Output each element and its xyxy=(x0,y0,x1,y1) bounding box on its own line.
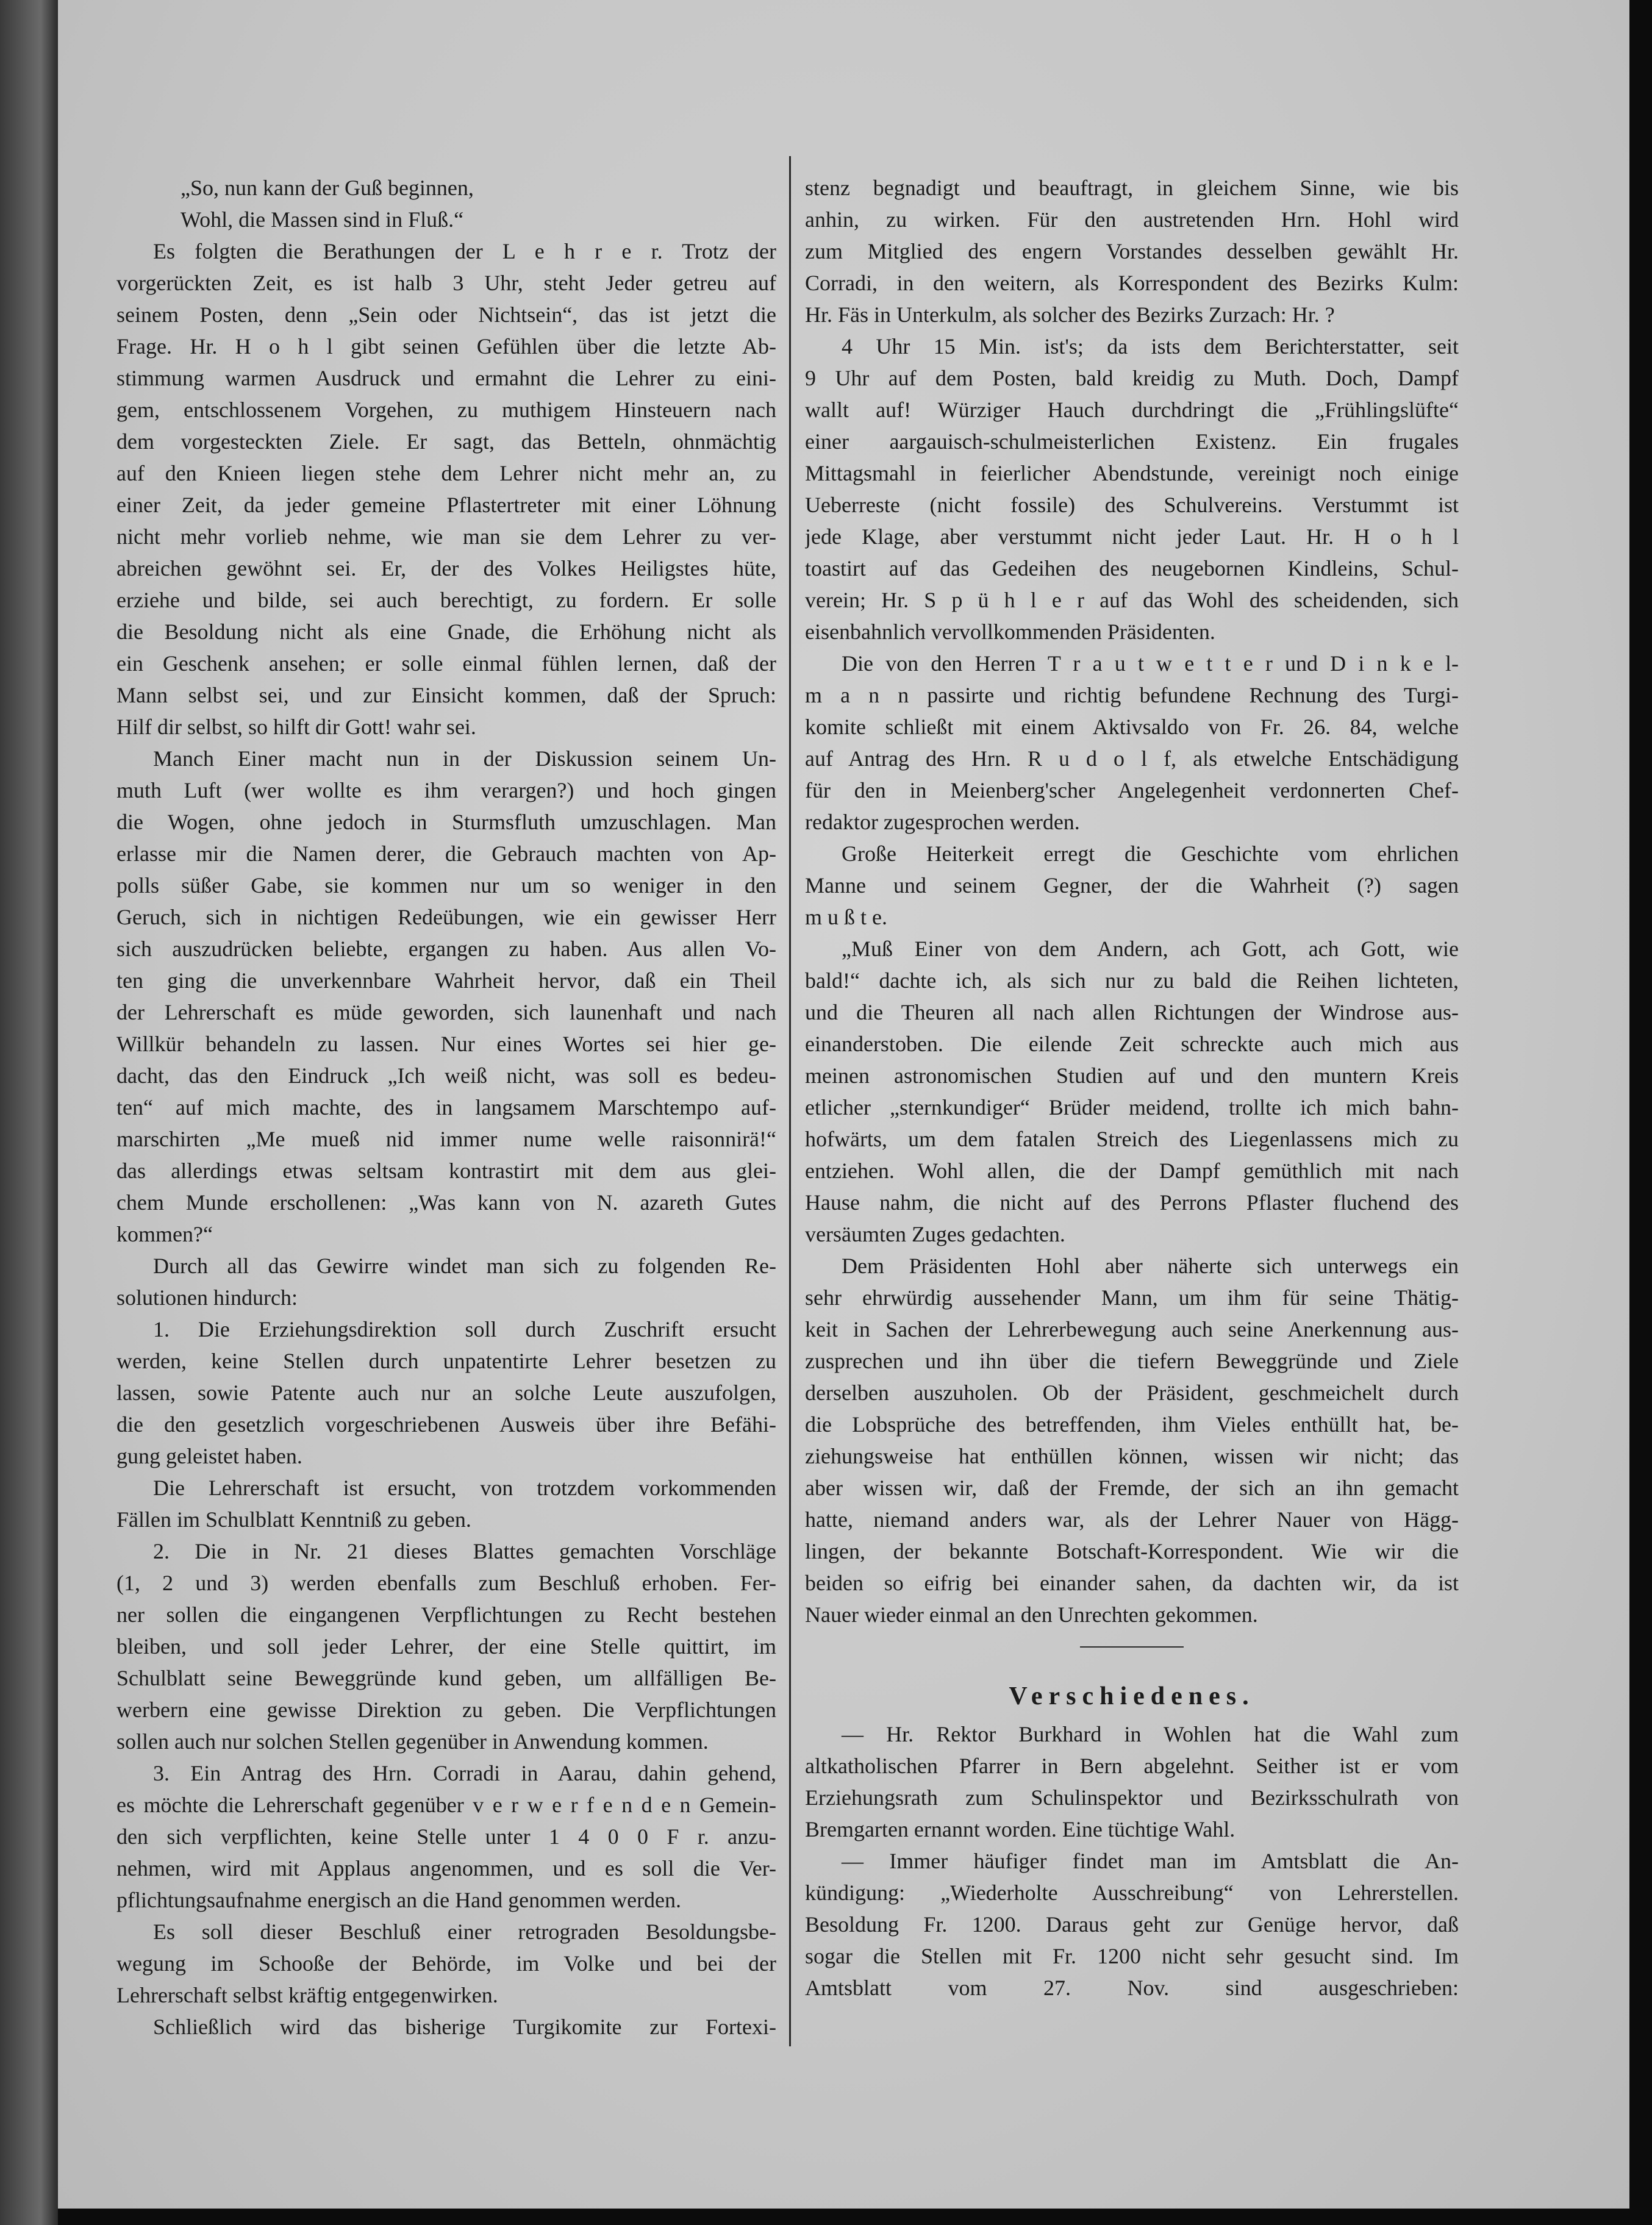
text-line: jede Klage, aber verstummt nicht jeder Laut. Hr. H o h l xyxy=(805,524,1459,549)
text-line: und die Theuren all nach allen Richtungen der Windrose aus- xyxy=(805,1000,1459,1024)
text-line: hofwärts, um dem fatalen Streich des Liegenlassens mich zu xyxy=(805,1127,1459,1151)
text-line: Die Lehrerschaft ist ersucht, von trotzdem vorkommenden xyxy=(153,1476,776,1500)
text-line: Corradi, in den weitern, als Korrespondent des Bezirks Kulm: xyxy=(805,271,1459,295)
paragraph xyxy=(116,1916,776,2011)
text-line: anhin, zu wirken. Für den austretenden Hrn. Hohl wird xyxy=(805,207,1459,232)
text-line: seinem Posten, denn „Sein oder Nichtsein“, das ist jetzt die xyxy=(116,302,776,327)
text-line: sich auszudrücken beliebte, ergangen zu haben. Aus allen Vo- xyxy=(116,937,776,961)
column-divider xyxy=(789,156,791,2046)
left-column xyxy=(116,172,776,2043)
text-line: die Wogen, ohne jedoch in Sturmsfluth umzuschlagen. Man xyxy=(116,810,776,834)
text-line: etlicher „sternkundiger“ Brüder meidend, trollte ich mich bahn- xyxy=(805,1095,1459,1120)
text-line: solutionen hindurch: xyxy=(116,1285,298,1310)
text-line: pflichtungsaufnahme energisch an die Hand genommen werden. xyxy=(116,1888,682,1912)
text-line: sogar die Stellen mit Fr. 1200 nicht sehr gesucht sind. Im xyxy=(805,1944,1459,1968)
right-column xyxy=(805,172,1459,2004)
text-line: ein Geschenk ansehen; er solle einmal fühlen lernen, daß der xyxy=(116,651,776,676)
text-line: Durch all das Gewirre windet man sich zu folgenden Re- xyxy=(153,1254,776,1278)
text-line: — Hr. Rektor Burkhard in Wohlen hat die Wahl zum xyxy=(842,1722,1459,1746)
text-line: einanderstoben. Die eilende Zeit schreckte auch mich aus xyxy=(805,1032,1459,1056)
text-line: meinen astronomischen Studien auf und den muntern Kreis xyxy=(805,1063,1459,1088)
text-line: Dem Präsidenten Hohl aber näherte sich unterwegs ein xyxy=(842,1254,1459,1278)
text-line: kündigung: „Wiederholte Ausschreibung“ von Lehrerstellen. xyxy=(805,1880,1459,1905)
text-line: Schließlich wird das bisherige Turgikomite zur Fortexi- xyxy=(153,2015,776,2039)
text-line: muth Luft (wer wollte es ihm verargen?) und hoch gingen xyxy=(116,778,776,802)
text-line: Fällen im Schulblatt Kenntniß zu geben. xyxy=(116,1507,471,1532)
text-line: dem vorgesteckten Ziele. Er sagt, das Betteln, ohnmächtig xyxy=(116,429,776,454)
paragraph xyxy=(116,172,776,235)
text-line: versäumten Zuges gedachten. xyxy=(805,1222,1065,1246)
text-line: Besoldung Fr. 1200. Daraus geht zur Genüge hervor, daß xyxy=(805,1912,1459,1937)
text-line: bald!“ dachte ich, als sich nur zu bald die Reihen lichteten, xyxy=(805,968,1459,993)
text-line: gem, entschlossenem Vorgehen, zu muthigem Hinsteuern nach xyxy=(116,398,776,422)
text-line: die Lobsprüche des betreffenden, ihm Vieles enthüllt hat, be- xyxy=(805,1412,1459,1437)
text-line: polls süßer Gabe, sie kommen nur um so weniger in den xyxy=(116,873,776,898)
paragraph xyxy=(116,1472,776,1535)
paragraph xyxy=(805,330,1459,648)
paragraph xyxy=(116,743,776,1250)
text-line: Mittagsmahl in feierlicher Abendstunde, vereinigt noch einige xyxy=(805,461,1459,485)
text-line: zum Mitglied des engern Vorstandes desselben gewählt Hr. xyxy=(805,239,1459,263)
text-line: beiden so eifrig bei einander sahen, da dachten wir, da ist xyxy=(805,1571,1459,1595)
text-line: Hilf dir selbst, so hilft dir Gott! wahr sei. xyxy=(116,715,476,739)
text-line: — Immer häufiger findet man im Amtsblatt die An- xyxy=(842,1849,1459,1873)
text-line: Frage. Hr. H o h l gibt seinen Gefühlen über die letzte Ab- xyxy=(116,334,776,359)
text-line: Hause nahm, die nicht auf des Perrons Pflaster fluchend des xyxy=(805,1190,1459,1215)
text-line: 3. Ein Antrag des Hrn. Corradi in Aarau, dahin gehend, xyxy=(153,1761,776,1785)
text-line: gung geleistet haben. xyxy=(116,1444,302,1468)
text-line: erziehe und bilde, sei auch berechtigt, zu fordern. Er solle xyxy=(116,588,776,612)
text-line: aber wissen wir, daß der Fremde, der sich an ihn gemacht xyxy=(805,1476,1459,1500)
paragraph xyxy=(805,838,1459,933)
text-line: „So, nun kann der Guß beginnen, xyxy=(181,176,474,200)
text-line: nehmen, wird mit Applaus angenommen, und es soll die Ver- xyxy=(116,1856,776,1880)
text-line: verein; Hr. S p ü h l e r auf das Wohl des scheidenden, sich xyxy=(805,588,1459,612)
text-line: werbern eine gewisse Direktion zu geben. Die Verpflichtungen xyxy=(116,1698,776,1722)
text-line: für den in Meienberg'scher Angelegenheit verdonnerten Chef- xyxy=(805,778,1459,802)
text-line: 1. Die Erziehungsdirektion soll durch Zuschrift ersucht xyxy=(153,1317,776,1341)
paragraph xyxy=(116,1313,776,1472)
text-line: Erziehungsrath zum Schulinspektor und Bezirksschulrath von xyxy=(805,1785,1459,1810)
text-line: altkatholischen Pfarrer in Bern abgelehnt. Seither ist er vom xyxy=(805,1754,1459,1778)
text-line: 4 Uhr 15 Min. ist's; da ists dem Berichterstatter, seit xyxy=(842,334,1459,359)
text-line: hatte, niemand anders war, als der Lehrer Nauer von Hägg- xyxy=(805,1507,1459,1532)
text-line: toastirt auf das Gedeihen des neugebornen Kindleins, Schul- xyxy=(805,556,1459,580)
adjacent-page-edge xyxy=(0,0,58,2225)
text-line: Es soll dieser Beschluß einer retrograden Besoldungsbe- xyxy=(153,1920,776,1944)
text-line: werden, keine Stellen durch unpatentirte Lehrer besetzen zu xyxy=(116,1349,776,1373)
text-line: zusprechen und ihn über die tiefern Beweggründe und Ziele xyxy=(805,1349,1459,1373)
paragraph xyxy=(805,933,1459,1250)
text-line: Manch Einer macht nun in der Diskussion seinem Un- xyxy=(153,746,776,771)
paragraph xyxy=(116,2011,776,2043)
text-line: Bremgarten ernannt worden. Eine tüchtige Wahl. xyxy=(805,1817,1235,1841)
text-line: vorgerückten Zeit, es ist halb 3 Uhr, steht Jeder getreu auf xyxy=(116,271,776,295)
text-line: Ueberreste (nicht fossile) des Schulvereins. Verstummt ist xyxy=(805,493,1459,517)
text-line: Es folgten die Berathungen der L e h r e r. Trotz der xyxy=(153,239,776,263)
text-line: sehr ehrwürdig aussehender Mann, um ihm für seine Thätig- xyxy=(805,1285,1459,1310)
text-line: abreichen gewöhnt sei. Er, der des Volkes Heiligstes hüte, xyxy=(116,556,776,580)
text-line: m a n n passirte und richtig befundene Rechnung des Turgi- xyxy=(805,683,1459,707)
paragraph xyxy=(805,1250,1459,1630)
text-line: Wohl, die Massen sind in Fluß.“ xyxy=(181,207,464,232)
text-line: chem Munde erschollenen: „Was kann von N. azareth Gutes xyxy=(116,1190,776,1215)
text-line: einer aargauisch-schulmeisterlichen Existenz. Ein frugales xyxy=(805,429,1459,454)
text-line: stenz begnadigt und beauftragt, in gleichem Sinne, wie bis xyxy=(805,176,1459,200)
text-line: Große Heiterkeit erregt die Geschichte vom ehrlichen xyxy=(842,841,1459,866)
text-line: nicht mehr vorlieb nehme, wie man sie dem Lehrer zu ver- xyxy=(116,524,776,549)
text-line: eisenbahnlich vervollkommenden Präsidenten. xyxy=(805,620,1215,644)
text-line: es möchte die Lehrerschaft gegenüber v e r w e r f e n d e n Gemein- xyxy=(116,1793,776,1817)
paragraph xyxy=(805,648,1459,838)
text-line: Mann selbst sei, und zur Einsicht kommen, daß der Spruch: xyxy=(116,683,776,707)
text-line: ten ging die unverkennbare Wahrheit hervor, daß ein Theil xyxy=(116,968,776,993)
text-line: erlasse mir die Namen derer, die Gebrauch machten von Ap- xyxy=(116,841,776,866)
text-line: ten“ auf mich machte, des in langsamem Marschtempo auf- xyxy=(116,1095,776,1120)
text-line: auf den Knieen liegen stehe dem Lehrer nicht mehr an, zu xyxy=(116,461,776,485)
text-line: lingen, der bekannte Botschaft-Korrespondent. Wie wir die xyxy=(805,1539,1459,1563)
text-line: das allerdings etwas seltsam kontrastirt mit dem aus glei- xyxy=(116,1159,776,1183)
section-separator-rule xyxy=(1080,1646,1184,1648)
text-line: 2. Die in Nr. 21 dieses Blattes gemachten Vorschläge xyxy=(153,1539,776,1563)
text-line: keit in Sachen der Lehrerbewegung auch seine Anerkennung aus- xyxy=(805,1317,1459,1341)
text-line: „Muß Einer von dem Andern, ach Gott, ach Gott, wie xyxy=(842,937,1459,961)
text-line: lassen, sowie Patente auch nur an solche Leute auszufolgen, xyxy=(116,1380,776,1405)
text-line: wegung im Schooße der Behörde, im Volke und bei der xyxy=(116,1951,776,1976)
text-line: sollen auch nur solchen Stellen gegenüber in Anwendung kommen. xyxy=(116,1729,709,1754)
paragraph xyxy=(805,172,1459,330)
paragraph xyxy=(805,1718,1459,1845)
text-line: der Lehrerschaft es müde geworden, sich launenhaft und nach xyxy=(116,1000,776,1024)
text-line: Manne und seinem Gegner, der die Wahrheit (?) sagen xyxy=(805,873,1459,898)
text-line: Willkür behandeln zu lassen. Nur eines Wortes sei hier ge- xyxy=(116,1032,776,1056)
text-line: einer Zeit, da jeder gemeine Pflastertreter mit einer Löhnung xyxy=(116,493,776,517)
text-line: Die von den Herren T r a u t w e t t e r und D i n k e l- xyxy=(842,651,1459,676)
text-line: m u ß t e. xyxy=(805,905,887,929)
paragraph xyxy=(116,1535,776,1757)
text-line: redaktor zugesprochen werden. xyxy=(805,810,1080,834)
section-heading: Verschiedenes. xyxy=(1009,1682,1255,1710)
text-line: die den gesetzlich vorgeschriebenen Ausweis über ihre Befähi- xyxy=(116,1412,776,1437)
text-line: Schulblatt seine Beweggründe kund geben, um allfälligen Be- xyxy=(116,1666,776,1690)
paragraph xyxy=(805,1845,1459,2004)
text-line: komite schließt mit einem Aktivsaldo von Fr. 26. 84, welche xyxy=(805,715,1459,739)
text-line: derselben auszuholen. Ob der Präsident, geschmeichelt durch xyxy=(805,1380,1459,1405)
text-line: auf Antrag des Hrn. R u d o l f, als etwelche Entschädigung xyxy=(805,746,1459,771)
paragraph xyxy=(116,1757,776,1916)
text-line: ziehungsweise hat enthüllen können, wissen wir nicht; das xyxy=(805,1444,1459,1468)
text-line: marschirten „Me mueß nid immer nume welle raisonnirä!“ xyxy=(116,1127,776,1151)
text-line: Amtsblatt vom 27. Nov. sind ausgeschrieben: xyxy=(805,1976,1459,2000)
text-line: dacht, das den Eindruck „Ich weiß nicht, was soll es bedeu- xyxy=(116,1063,776,1088)
paragraph xyxy=(116,1250,776,1313)
text-line: Geruch, sich in nichtigen Redeübungen, wie ein gewisser Herr xyxy=(116,905,776,929)
text-line: stimmung warmen Ausdruck und ermahnt die Lehrer zu eini- xyxy=(116,366,776,390)
text-line: Nauer wieder einmal an den Unrechten gekommen. xyxy=(805,1602,1258,1627)
text-line: kommen?“ xyxy=(116,1222,213,1246)
text-line: Lehrerschaft selbst kräftig entgegenwirken. xyxy=(116,1983,498,2007)
text-line: (1, 2 und 3) werden ebenfalls zum Beschluß erhoben. Fer- xyxy=(116,1571,776,1595)
text-line: ner sollen die eingangenen Verpflichtungen zu Recht bestehen xyxy=(116,1602,776,1627)
text-line: entziehen. Wohl allen, die der Dampf gemüthlich mit nach xyxy=(805,1159,1459,1183)
paragraph xyxy=(116,235,776,743)
text-line: bleiben, und soll jeder Lehrer, der eine Stelle quittirt, im xyxy=(116,1634,776,1659)
text-line: den sich verpflichten, keine Stelle unter 1 4 0 0 F r. anzu- xyxy=(116,1824,776,1849)
text-line: 9 Uhr auf dem Posten, bald kreidig zu Muth. Doch, Dampf xyxy=(805,366,1459,390)
text-line: die Besoldung nicht als eine Gnade, die Erhöhung nicht als xyxy=(116,620,776,644)
text-line: wallt auf! Würziger Hauch durchdringt die „Frühlingslüfte“ xyxy=(805,398,1459,422)
text-line: Hr. Fäs in Unterkulm, als solcher des Bezirks Zurzach: Hr. ? xyxy=(805,302,1335,327)
